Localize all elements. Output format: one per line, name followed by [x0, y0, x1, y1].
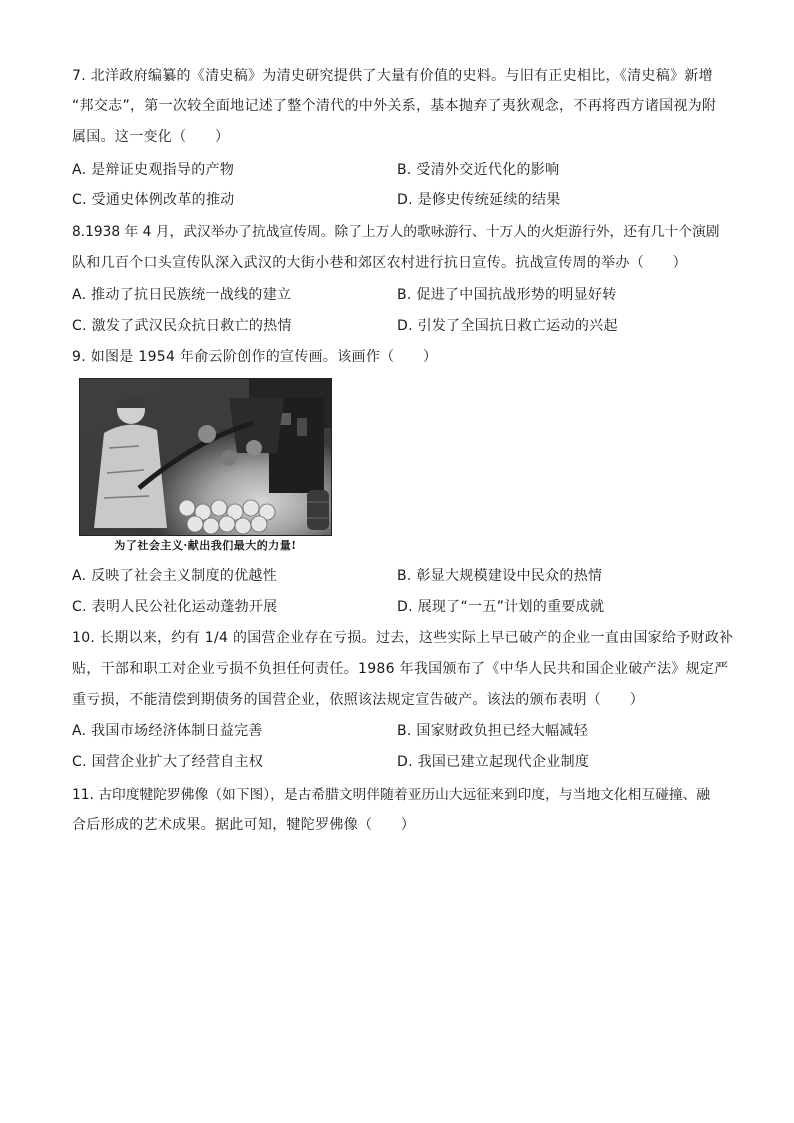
q10-option-d: D. 我国已建立起现代企业制度: [397, 754, 590, 770]
propaganda-poster-image: [79, 378, 332, 536]
q7-option-a: A. 是辩证史观指导的产物: [72, 162, 235, 178]
q10-option-a: A. 我国市场经济体制日益完善: [72, 723, 263, 739]
q9-stem-line-1: 9. 如图是 1954 年俞云阶创作的宣传画。该画作（ ）: [72, 349, 438, 365]
q9-option-b: B. 彰显大规模建设中民众的热情: [397, 568, 603, 584]
figure-caption: 为了社会主义·献出我们最大的力量!: [114, 539, 297, 552]
q8-stem-line-2: 队和几百个口头宣传队深入武汉的大街小巷和郊区农村进行抗日宣传。抗战宣传周的举办（ ）: [72, 255, 687, 271]
q8-stem-line-1: 8.1938 年 4 月，武汉举办了抗战宣传周。除了上万人的歌咏游行、十万人的火炬游行外，还有几十个演剧: [72, 224, 720, 240]
q8-option-a: A. 推动了抗日民族统一战线的建立: [72, 287, 292, 303]
q10-stem-line-3: 重亏损，不能清偿到期债务的国营企业，依照该法规定宣告破产。该法的颁布表明（ ）: [72, 692, 644, 708]
q8-option-c: C. 激发了武汉民众抗日救亡的热情: [72, 318, 292, 334]
q11-stem-line-1: 11. 古印度犍陀罗佛像（如下图），是古希腊文明伴随着亚历山大远征来到印度，与当地文化相互碰撞、融: [72, 787, 711, 803]
q10-stem-line-1: 10. 长期以来，约有 1/4 的国营企业存在亏损。过去，这些实际上早已破产的企业一直由国家给予财政补: [72, 630, 734, 646]
q9-option-c: C. 表明人民公社化运动蓬勃开展: [72, 599, 278, 615]
q10-option-c: C. 国营企业扩大了经营自主权: [72, 754, 264, 770]
q9-option-a: A. 反映了社会主义制度的优越性: [72, 568, 278, 584]
q8-option-d: D. 引发了全国抗日救亡运动的兴起: [397, 318, 618, 334]
q7-stem-line-2: “邦交志”，第一次较全面地记述了整个清代的中外关系，基本抛弃了夷狄观念，不再将西方诸国视为附: [72, 98, 717, 114]
q7-stem-line-1: 7. 北洋政府编纂的《清史稿》为清史研究提供了大量有价值的史料。与旧有正史相比，《清史稿》新增: [72, 68, 713, 84]
q7-option-b: B. 受清外交近代化的影响: [397, 162, 560, 178]
q7-stem-line-3: 属国。这一变化（ ）: [72, 129, 230, 145]
q7-option-c: C. 受通史体例改革的推动: [72, 192, 235, 208]
q10-stem-line-2: 贴，干部和职工对企业亏损不负担任何责任。1986 年我国颁布了《中华人民共和国企业破产法》规定严: [72, 661, 729, 677]
q11-stem-line-2: 合后形成的艺术成果。据此可知，犍陀罗佛像（ ）: [72, 817, 416, 833]
q8-option-b: B. 促进了中国抗战形势的明显好转: [397, 287, 617, 303]
q10-option-b: B. 国家财政负担已经大幅减轻: [397, 723, 589, 739]
q9-option-d: D. 展现了“一五”计划的重要成就: [397, 599, 605, 615]
q7-option-d: D. 是修史传统延续的结果: [397, 192, 561, 208]
propaganda-poster-figure: [79, 378, 332, 555]
